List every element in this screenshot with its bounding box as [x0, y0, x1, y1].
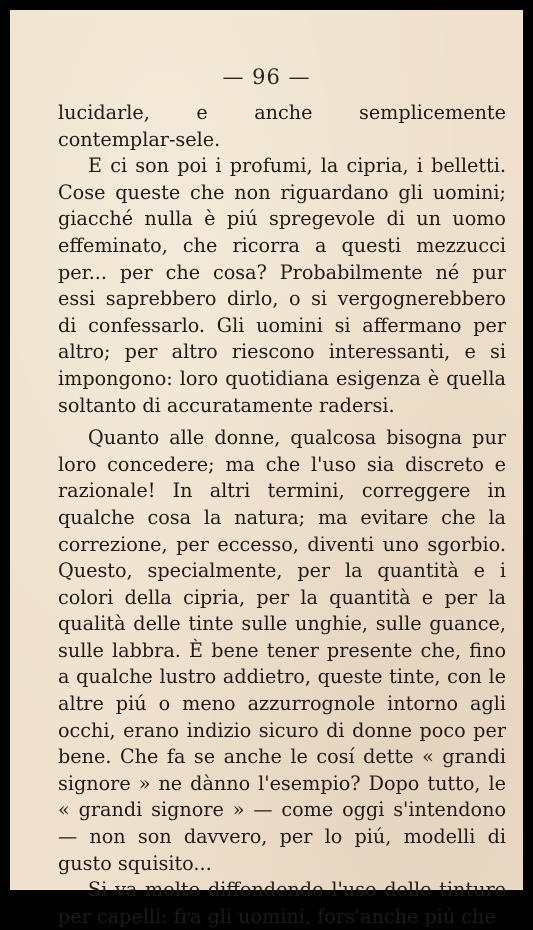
paragraph-perfumes: E ci son poi i profumi, la cipria, i belletti. Cose queste che non riguardano gli uomini; giacché nulla è piú spregevole di un uomo effeminato, che ricorra a questi mezzucci per... per che cosa? Probabilmente né pur essi saprebbero dirlo, o si vergognerebbero di confessarlo. Gli uomini si affermano per altro; per altro riescono interessanti, e si impongono: loro quotidiana esigenza è quella soltanto di accuratamente radersi. [58, 154, 506, 417]
paragraph-continuation: lucidarle, e anche semplicemente contemplar-sele. [58, 101, 506, 151]
page-number: — 96 — [222, 65, 311, 89]
paragraph-women: Quanto alle donne, qualcosa bisogna pur loro concedere; ma che l'uso sia discreto e razionale! In altri termini, correggere in qualche cosa la natura; ma evitare che la correzione, per eccesso, diventi uno sgorbio. Questo, specialmente, per la quantità e i colori della cipria, per la quantità e per la qualità delle tinte sulle unghie, sulle guance, sulle labbra. È bene tener presente che, fino a qualche lustro addietro, queste tinte, con le altre piú o meno azzurrognole intorno agli occhi, erano indizio sicuro di donne poco per bene. Che fa se anche le cosí dette « grandi signore » ne dànno l'esempio? Dopo tutto, le « grandi signore » — come oggi s'intendono — non son davvero, per lo piú, modelli di gusto squisito... [58, 426, 506, 875]
page-text [58, 100, 506, 930]
book-page [10, 10, 523, 928]
paragraph-hair-dye: Si va molto diffondendo l'uso delle tinture per capelli: fra gli uomini, fors'anche piú che [58, 878, 506, 928]
